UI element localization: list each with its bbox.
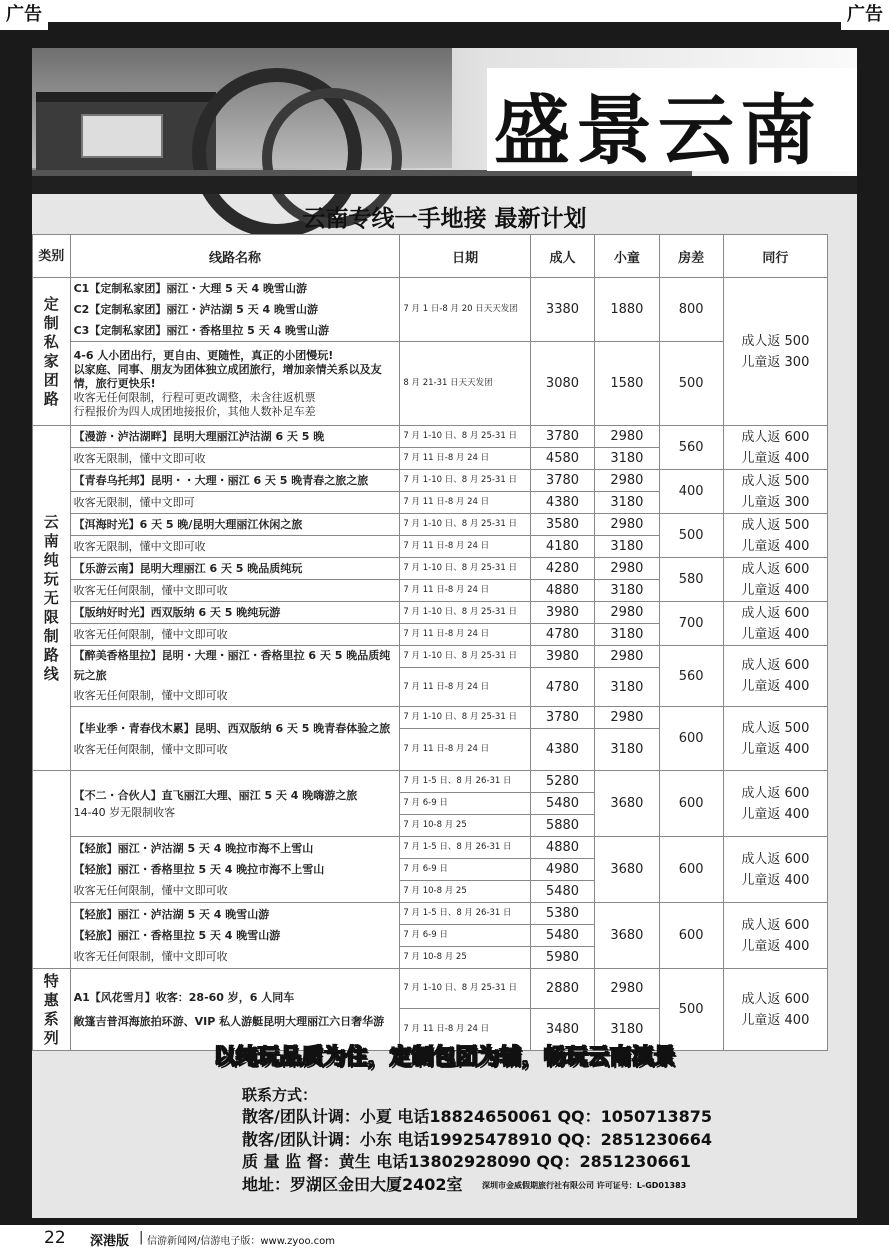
table-row: 4-6 人小团出行，更自由、更随性，真正的小团慢玩! 以家庭、同事、朋友为团体独立成团旅行，增加亲情关系以及友情，旅行更快乐! 收客无任何限制，行程可更改调整，未含往返机票 行程报价为四人成团地接报价，其他人数补足车差 8 月 21-31 日天天发团 3080 1580 500 — [33, 342, 828, 426]
ad-tag-right: 广告 — [841, 0, 889, 30]
contact-title: 联系方式： — [242, 1086, 318, 1104]
footer-url: 信游新闻网/信游电子版：www.zyoo.com — [147, 1236, 335, 1247]
header-adult: 成人 — [530, 235, 594, 278]
table-row: 7 月 10-8 月 25 5980 — [33, 947, 828, 969]
header-room: 房差 — [659, 235, 723, 278]
table-row: 云南纯玩无限制路线 【漫游・泸沽湖畔】昆明大理丽江泸沽湖 6 天 5 晚 7 月 1-10 日、8 月 25-31 日 3780 2980 560 成人返 600 儿童返 400 — [33, 426, 828, 448]
category-special: 特惠系列 — [33, 969, 71, 1051]
table-row: 收客无限制，懂中文即可 7 月 11 日-8 月 24 日 4380 3180 — [33, 492, 828, 514]
page-subtitle: 云南专线一手地接 最新计划 — [302, 206, 587, 232]
contact-line: 散客/团队计调：小夏 电话18824650061 QQ：1050713875 — [242, 1107, 712, 1126]
table-row: 【版纳好时光】西双版纳 6 天 5 晚纯玩游 7 月 1-10 日、8 月 25-31 日 3980 2980 700 成人返 600 儿童返 400 — [33, 602, 828, 624]
table-header-row — [33, 235, 828, 278]
category-pure: 云南纯玩无限制路线 — [33, 426, 71, 771]
contact-line: 散客/团队计调：小东 电话19925478910 QQ：2851230664 — [242, 1129, 712, 1149]
table-row: 7 月 11 日-8 月 24 日 4780 3180 — [33, 668, 828, 707]
table-row: 【不二・合伙人】直飞丽江大理、丽江 5 天 4 晚嗨游之旅 14-40 岁无限制收客 7 月 1-5 日、8 月 26-31 日 5280 3680 600 成人返 600 儿童返 400 — [33, 771, 828, 793]
slogan: 以纯玩品质为住，定制包团为辅，畅玩云南滇景 — [213, 1045, 676, 1070]
brand-title: 盛景云南 — [494, 86, 822, 175]
ad-tag-left: 广告 — [0, 0, 48, 30]
table-row: 【醉美香格里拉】昆明・大理・丽江・香格里拉 6 天 5 晚品质纯玩之旅 收客无任何限制，懂中文即可收 7 月 1-10 日、8 月 25-31 日 3980 2980 560 成人返 600 儿童返 400 — [33, 646, 828, 668]
footer-separator: | — [139, 1230, 144, 1245]
page-footer — [0, 1225, 889, 1250]
page-number: 22 — [44, 1228, 66, 1248]
edition-label: 深港版 — [90, 1234, 130, 1249]
header-date: 日期 — [400, 235, 530, 278]
table-row: 7 月 11 日-8 月 24 日 4380 3180 — [33, 729, 828, 771]
table-row: 【毕业季・青春伐木累】昆明、西双版纳 6 天 5 晚青春体验之旅 收客无任何限制，懂中文即可收 7 月 1-10 日、8 月 25-31 日 3780 2980 600 成人返 500 儿童返 400 — [33, 707, 828, 729]
table-row: 7 月 10-8 月 25 5480 — [33, 881, 828, 903]
license-text: 深圳市金威假期旅行社有限公司 许可证号：L-GD01383 — [482, 1181, 687, 1190]
table-row: 特惠系列 A1【风花雪月】收客：28-60 岁，6 人同车 敞篷吉普洱海旅拍环游、VIP 私人游艇昆明大理丽江六日奢华游 7 月 1-10 日、8 月 25-31 日 2880 2980 500 成人返 600 儿童返 400 — [33, 969, 828, 1009]
table-row: 【青春乌托邦】昆明・・大理・丽江 6 天 5 晚青春之旅之旅 7 月 1-10 日、8 月 25-31 日 3780 2980 400 成人返 500 儿童返 300 — [33, 470, 828, 492]
category-private: 定制私家团路 — [33, 278, 71, 426]
table-row: 【乐游云南】昆明大理丽江 6 天 5 晚品质纯玩 7 月 1-10 日、8 月 25-31 日 4280 2980 580 成人返 600 儿童返 400 — [33, 558, 828, 580]
table-row: 收客无任何限制，懂中文即可收 7 月 11 日-8 月 24 日 4880 3180 — [33, 580, 828, 602]
table-row: 7 月 6-9 日 5480 — [33, 925, 828, 947]
table-row: 收客无限制，懂中文即可收 7 月 11 日-8 月 24 日 4580 3180 — [33, 448, 828, 470]
table-row: 【轻旅】丽江・泸沽湖 5 天 4 晚拉市海不上雪山 【轻旅】丽江・香格里拉 5 天 4 晚拉市海不上雪山 收客无任何限制，懂中文即可收 7 月 1-5 日、8 月 26-31 日 4880 3680 600 成人返 600 儿童返 400 — [33, 837, 828, 859]
schedule-table — [32, 234, 828, 1051]
table-row: 7 月 6-9 日 4980 — [33, 859, 828, 881]
contact-address: 地址：罗湖区金田大厦2402室 — [242, 1174, 463, 1194]
header-category: 类别 — [33, 235, 71, 278]
table-row: 收客无任何限制，懂中文即可收 7 月 11 日-8 月 24 日 4780 3180 — [33, 624, 828, 646]
table-row: 定制私家团路 C1【定制私家团】丽江・大理 5 天 4 晚雪山游 C2【定制私家团】丽江・泸沽湖 5 天 4 晚雪山游 C3【定制私家团】丽江・香格里拉 5 天 4 晚雪山游 7 月 1 日-8 月 20 日天天发团 3380 1880 800 成人返 500 儿童返 300 — [33, 278, 828, 342]
table-row: 【轻旅】丽江・泸沽湖 5 天 4 晚雪山游 【轻旅】丽江・香格里拉 5 天 4 晚雪山游 收客无任何限制，懂中文即可收 7 月 1-5 日、8 月 26-31 日 5380 3680 600 成人返 600 儿童返 400 — [33, 903, 828, 925]
table-row: 【洱海时光】6 天 5 晚/昆明大理丽江休闲之旅 7 月 1-10 日、8 月 25-31 日 3580 2980 500 成人返 500 儿童返 400 — [33, 514, 828, 536]
table-row: 7 月 6-9 日 5480 — [33, 793, 828, 815]
table-row: 7 月 11 日-8 月 24 日 3480 3180 — [33, 1009, 828, 1051]
header-child: 小童 — [595, 235, 659, 278]
header-route: 线路名称 — [70, 235, 400, 278]
contact-line: 质 量 监 督：黄生 电话13802928090 QQ：2851230661 — [242, 1152, 691, 1171]
table-row: 收客无限制，懂中文即可收 7 月 11 日-8 月 24 日 4180 3180 — [33, 536, 828, 558]
header-peer: 同行 — [723, 235, 827, 278]
table-row: 7 月 10-8 月 25 5880 — [33, 815, 828, 837]
hero-banner — [32, 48, 857, 193]
